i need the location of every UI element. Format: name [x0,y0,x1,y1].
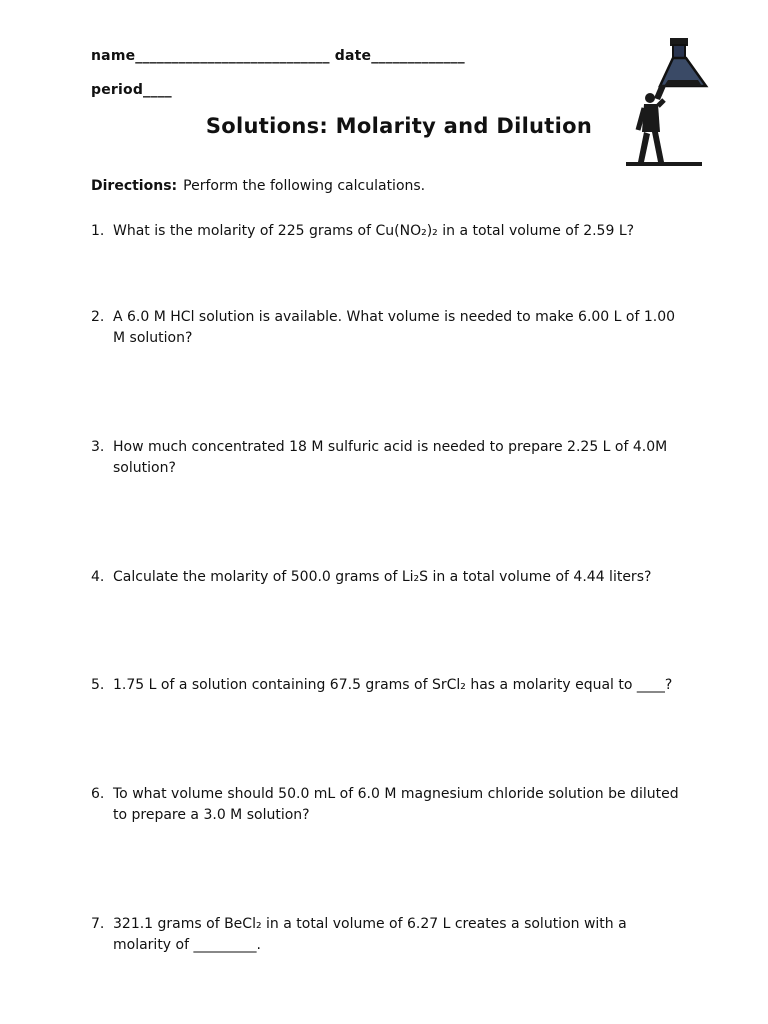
question-number: 4. [91,569,105,585]
period-line: period____ [91,82,172,98]
question-text: What is the molarity of 225 grams of Cu(NO₂)₂ in a total volume of 2.59 L? [113,223,635,239]
name-date-line: name___________________________ date_____________ [91,48,465,64]
question-number: 2. [91,309,105,325]
question-number: 6. [91,786,105,802]
question-1 [91,221,681,242]
question-text: 1.75 L of a solution containing 67.5 grams of SrCl₂ has a molarity equal to ____? [113,677,673,693]
question-text: To what volume should 50.0 mL of 6.0 M magnesium chloride solution be diluted to prepare a 3.0 M solution? [113,786,679,823]
scientist-holding-flask-icon [620,34,712,170]
question-text: A 6.0 M HCl solution is available. What volume is needed to make 6.00 L of 1.00 M solution? [113,309,676,346]
question-text: Calculate the molarity of 500.0 grams of Li₂S in a total volume of 4.44 liters? [113,569,652,585]
question-text: 321.1 grams of BeCl₂ in a total volume of 6.27 L creates a solution with a molarity of _________. [113,916,627,953]
question-3 [91,437,681,479]
question-4 [91,567,681,588]
directions-text: Perform the following calculations. [183,178,426,194]
question-6 [91,784,681,826]
question-number: 3. [91,439,105,455]
question-2 [91,307,681,349]
page-title: Solutions: Molarity and Dilution [205,114,593,138]
question-number: 1. [91,223,105,239]
question-number: 7. [91,916,105,932]
question-number: 5. [91,677,105,693]
directions-label: Directions: [91,178,178,194]
question-text: How much concentrated 18 M sulfuric acid is needed to prepare 2.25 L of 4.0M solution? [113,439,668,476]
question-7 [91,914,681,956]
question-5 [91,675,681,696]
directions [91,178,425,194]
